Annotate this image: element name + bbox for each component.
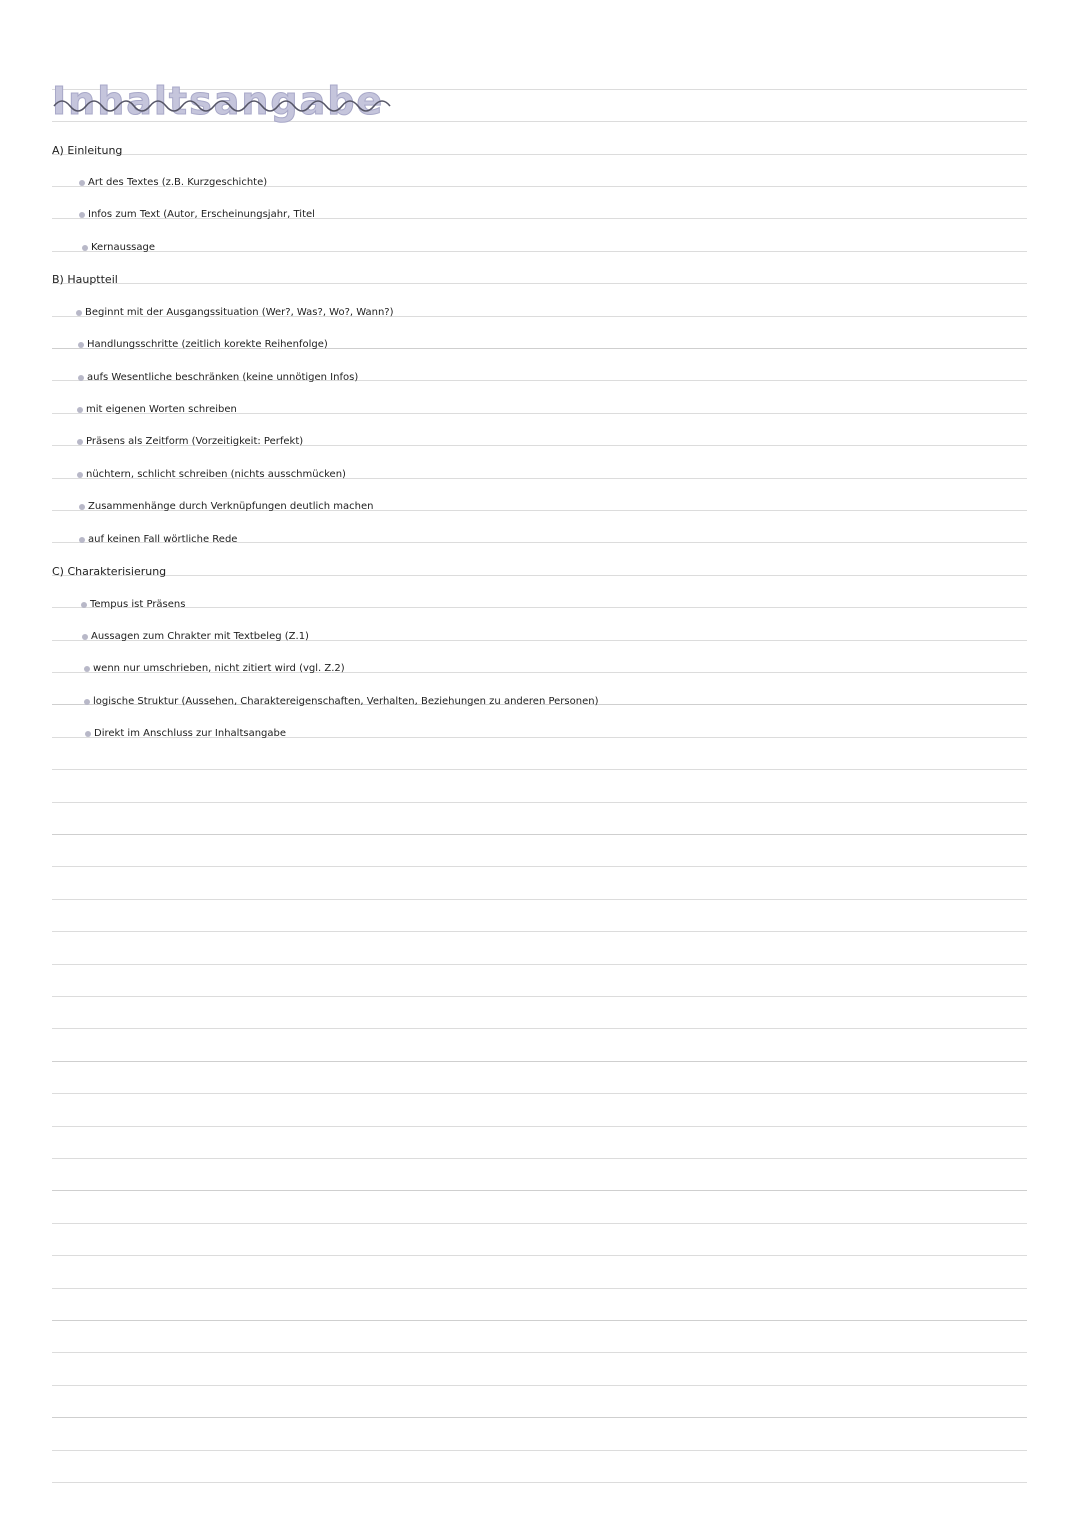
list-item-text: logische Struktur (Aussehen, Charaktereigenschaften, Verhalten, Beziehungen zu anderen Personen)	[93, 696, 599, 707]
page-title: Inhaltsangabe	[52, 79, 385, 123]
bullet-icon	[79, 504, 85, 510]
list-item-text: Direkt im Anschluss zur Inhaltsangabe	[94, 728, 287, 739]
list-item	[77, 404, 237, 416]
list-item-text: Aussagen zum Chrakter mit Textbeleg (Z.1)	[91, 631, 309, 642]
rule-line	[52, 607, 1027, 608]
rule-line	[52, 931, 1027, 932]
list-item	[81, 599, 185, 611]
list-item-text: auf keinen Fall wörtliche Rede	[88, 534, 238, 545]
rule-line	[52, 154, 1027, 155]
rule-line	[52, 802, 1027, 803]
list-item	[82, 631, 309, 643]
rule-line	[52, 1482, 1027, 1483]
rule-line	[52, 251, 1027, 252]
rule-line	[52, 1093, 1027, 1094]
list-item	[77, 436, 303, 448]
rule-line	[52, 1320, 1027, 1321]
rule-line	[52, 866, 1027, 867]
list-item-text: aufs Wesentliche beschränken (keine unnötigen Infos)	[87, 372, 359, 383]
bullet-icon	[84, 699, 90, 705]
rule-line	[52, 1352, 1027, 1353]
list-item	[79, 209, 315, 221]
bullet-icon	[81, 602, 87, 608]
list-item-text: Handlungsschritte (zeitlich korekte Reihenfolge)	[87, 339, 328, 350]
list-item	[84, 663, 345, 675]
bullet-icon	[77, 439, 83, 445]
bullet-icon	[77, 472, 83, 478]
bullet-icon	[76, 310, 82, 316]
rule-line	[52, 769, 1027, 770]
rule-line	[52, 575, 1027, 576]
list-item	[78, 339, 328, 351]
rule-line	[52, 1061, 1027, 1062]
rule-line	[52, 1190, 1027, 1191]
list-item-text: Kernaussage	[91, 242, 155, 253]
bullet-icon	[82, 634, 88, 640]
rule-line	[52, 1223, 1027, 1224]
list-item-text: wenn nur umschrieben, nicht zitiert wird (vgl. Z.2)	[93, 663, 345, 674]
bullet-icon	[79, 537, 85, 543]
rule-line	[52, 1158, 1027, 1159]
rule-line	[52, 283, 1027, 284]
list-item-text: Präsens als Zeitform (Vorzeitigkeit: Perfekt)	[86, 436, 304, 447]
list-item	[76, 307, 394, 319]
bullet-icon	[79, 212, 85, 218]
list-item	[84, 696, 598, 708]
rule-line	[52, 1255, 1027, 1256]
list-item	[79, 501, 373, 513]
list-item-text: Art des Textes (z.B. Kurzgeschichte)	[88, 177, 268, 188]
list-item	[78, 372, 358, 384]
rule-line	[52, 1417, 1027, 1418]
list-item	[79, 177, 267, 189]
rule-line	[52, 1385, 1027, 1386]
rule-line	[52, 1028, 1027, 1029]
rule-line	[52, 1288, 1027, 1289]
list-item-text: Beginnt mit der Ausgangssituation (Wer?, Was?, Wo?, Wann?)	[85, 307, 394, 318]
section-heading-charakterisierung: C) Charakterisierung	[52, 565, 167, 578]
rule-line	[52, 964, 1027, 965]
rule-line	[52, 996, 1027, 997]
list-item	[79, 534, 237, 546]
rule-line	[52, 899, 1027, 900]
list-item-text: nüchtern, schlicht schreiben (nichts ausschmücken)	[86, 469, 346, 480]
rule-line	[52, 1126, 1027, 1127]
section-heading-einleitung: A) Einleitung	[52, 144, 123, 157]
bullet-icon	[77, 407, 83, 413]
list-item	[77, 469, 346, 481]
list-item-text: Zusammenhänge durch Verknüpfungen deutlich machen	[88, 501, 374, 512]
list-item-text: Infos zum Text (Autor, Erscheinungsjahr, Titel	[88, 209, 315, 220]
bullet-icon	[79, 180, 85, 186]
list-item	[82, 242, 155, 254]
bullet-icon	[78, 375, 84, 381]
list-item-text: Tempus ist Präsens	[90, 599, 186, 610]
bullet-icon	[84, 666, 90, 672]
rule-line	[52, 834, 1027, 835]
bullet-icon	[78, 342, 84, 348]
title-squiggle-decoration	[52, 86, 392, 122]
list-item-text: mit eigenen Worten schreiben	[86, 404, 237, 415]
rule-line	[52, 1450, 1027, 1451]
section-heading-hauptteil: B) Hauptteil	[52, 273, 118, 286]
bullet-icon	[85, 731, 91, 737]
bullet-icon	[82, 245, 88, 251]
list-item	[85, 728, 286, 740]
